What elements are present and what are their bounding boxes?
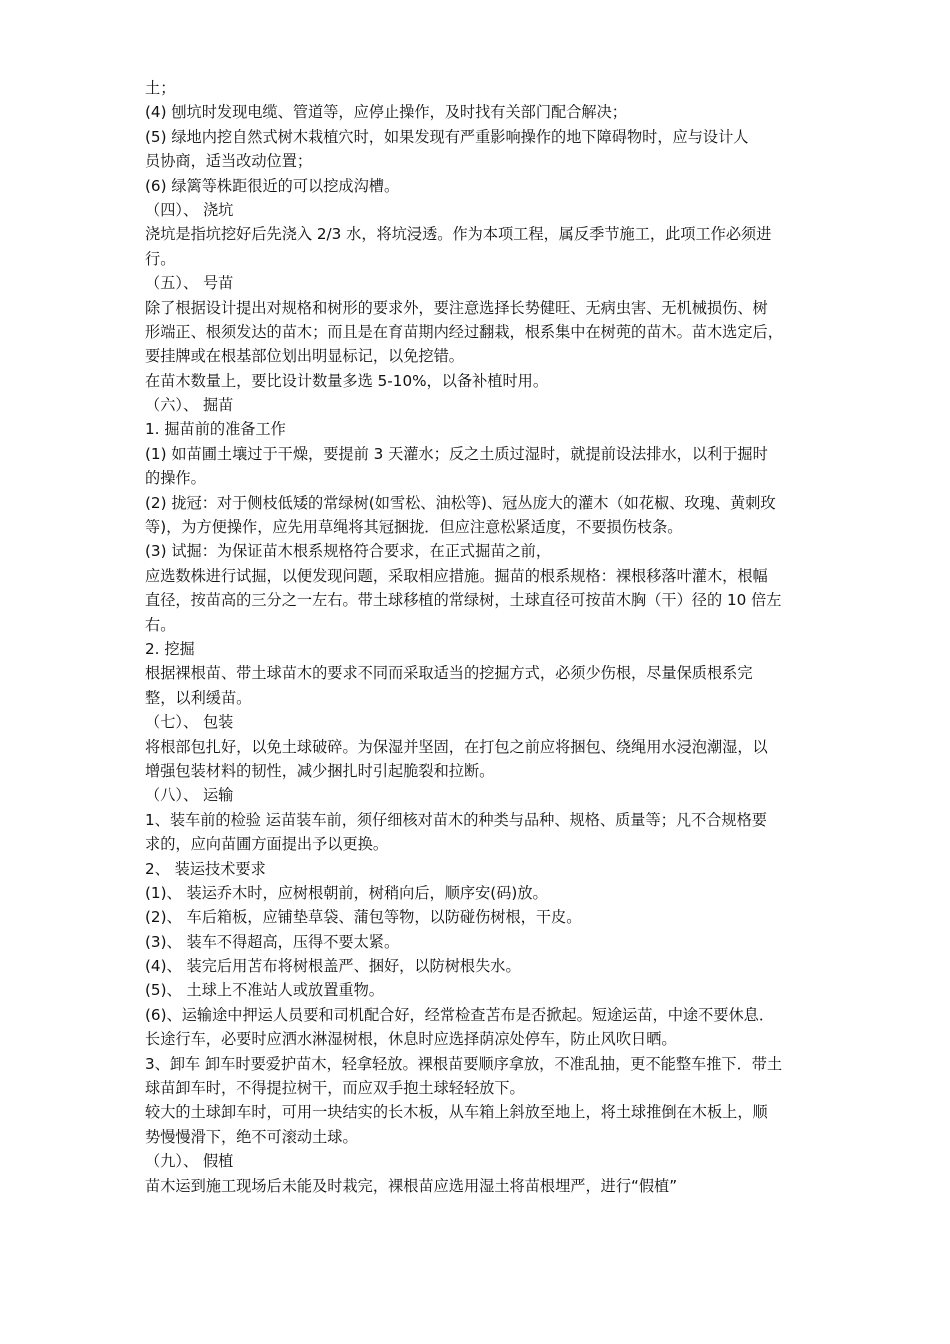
paragraph-line: 根据裸根苗、带土球苗木的要求不同而采取适当的挖掘方式，必须少伤根，尽量保质根系完 [145,664,753,683]
paragraph-line: 行。 [145,249,176,268]
paragraph-line: 1、装车前的检验 运苗装车前，须仔细核对苗木的种类与品种、规格、质量等；凡不合规格要 [145,810,767,829]
paragraph-line: 应选数株进行试掘，以便发现问题，采取相应措施。掘苗的根系规格：裸根移落叶灌木，根幅 [145,566,768,585]
paragraph-line: 较大的土球卸车时，可用一块结实的长木板，从车箱上斜放至地上，将土球推倒在木板上，顺 [145,1103,768,1122]
paragraph-line: (4)、 装完后用苫布将树根盖严、捆好，以防树根失水。 [145,957,521,976]
paragraph-line: 员协商，适当改动位置； [145,152,313,171]
paragraph-line: (3) 试掘：为保证苗木根系规格符合要求，在正式掘苗之前， [145,542,552,561]
paragraph-line: 求的，应向苗圃方面提出予以更换。 [145,835,388,854]
paragraph-line: 除了根据设计提出对规格和树形的要求外，要注意选择长势健旺、无病虫害、无机械损伤、树 [145,298,768,317]
paragraph-line: (5) 绿地内挖自然式树木栽植穴时，如果发现有严重影响操作的地下障碍物时，应与设计人 [145,127,749,146]
section-heading: （七）、 包装 [145,713,234,732]
paragraph-line: (3)、 装车不得超高，压得不要太紧。 [145,932,400,951]
paragraph-line: (2)、 车后箱板，应铺垫草袋、蒲包等物，以防碰伤树根，干皮。 [145,908,582,927]
paragraph-line: 势慢慢滑下，绝不可滚动土球。 [145,1127,358,1146]
document-page [145,76,810,1198]
paragraph-line: 右。 [145,615,176,634]
paragraph-line: (6) 绿篱等株距很近的可以挖成沟槽。 [145,176,400,195]
section-heading: （四）、 浇坑 [145,200,234,219]
paragraph-line: (1) 如苗圃土壤过于干燥，要提前 3 天灌水；反之土质过湿时，就提前设法排水，以利于掘时 [145,444,768,463]
paragraph-line: 在苗木数量上，要比设计数量多选 5-10%，以备补植时用。 [145,371,549,390]
paragraph-line: (4) 刨坑时发现电缆、管道等，应停止操作，及时找有关部门配合解决； [145,103,627,122]
paragraph-line: 等)，为方便操作，应先用草绳将其冠捆拢．但应注意松紧适度，不要损伤枝条。 [145,518,683,537]
paragraph-line: (5)、 土球上不准站人或放置重物。 [145,981,384,1000]
paragraph-line: 形端正、根须发达的苗木；而且是在育苗期内经过翻栽，根系集中在树蔸的苗木。苗木选定后， [145,322,783,341]
paragraph-line: 2. 挖掘 [145,639,195,658]
paragraph-line: 2、 装运技术要求 [145,859,266,878]
paragraph-line: 长途行车，必要时应洒水淋湿树根，休息时应选择荫凉处停车，防止风吹日晒。 [145,1030,677,1049]
paragraph-line: 整，以利缓苗。 [145,688,252,707]
section-heading: （八）、 运输 [145,786,234,805]
paragraph-line: 直径，按苗高的三分之一左右。带土球移植的常绿树，土球直径可按苗木胸（干）径的 10 倍左 [145,591,782,610]
section-heading: （五）、 号苗 [145,274,234,293]
section-heading: （九）、 假植 [145,1152,234,1171]
paragraph-line: 增强包装材料的韧性，减少捆扎时引起脆裂和拉断。 [145,761,495,780]
paragraph-line: (2) 拢冠：对于侧枝低矮的常绿树(如雪松、油松等)、冠丛庞大的灌木（如花椒、玫瑰、黄刺玫 [145,493,776,512]
paragraph-line: 浇坑是指坑挖好后先浇入 2/3 水，将坑浸透。作为本项工程，属反季节施工，此项工作必须进 [145,225,772,244]
paragraph-line: (6)、运输途中押运人员要和司机配合好，经常检查苫布是否掀起。短途运苗，中途不要休息． [145,1005,775,1024]
paragraph-line: 要挂牌或在根基部位划出明显标记，以免挖错。 [145,347,464,366]
paragraph-line: 1. 掘苗前的准备工作 [145,420,286,439]
paragraph-line: 的操作。 [145,469,206,488]
section-heading: （六）、 掘苗 [145,396,234,415]
paragraph-line: 球苗卸车时，不得提拉树干，而应双手抱土球轻轻放下。 [145,1079,525,1098]
paragraph-line: (1)、 装运乔木时，应树根朝前，树稍向后，顺序安(码)放。 [145,883,548,902]
paragraph-line: 苗木运到施工现场后未能及时栽完，裸根苗应选用湿土将苗根埋严，进行“假植” [145,1176,678,1195]
paragraph-line: 将根部包扎好，以免土球破碎。为保湿并坚固，在打包之前应将捆包、绕绳用水浸泡潮湿，以 [145,737,768,756]
paragraph-line: 3、卸车 卸车时要爱护苗木，轻拿轻放。裸根苗要顺序拿放，不准乱抽，更不能整车推下．带土 [145,1054,783,1073]
paragraph-line: 土； [145,79,176,97]
